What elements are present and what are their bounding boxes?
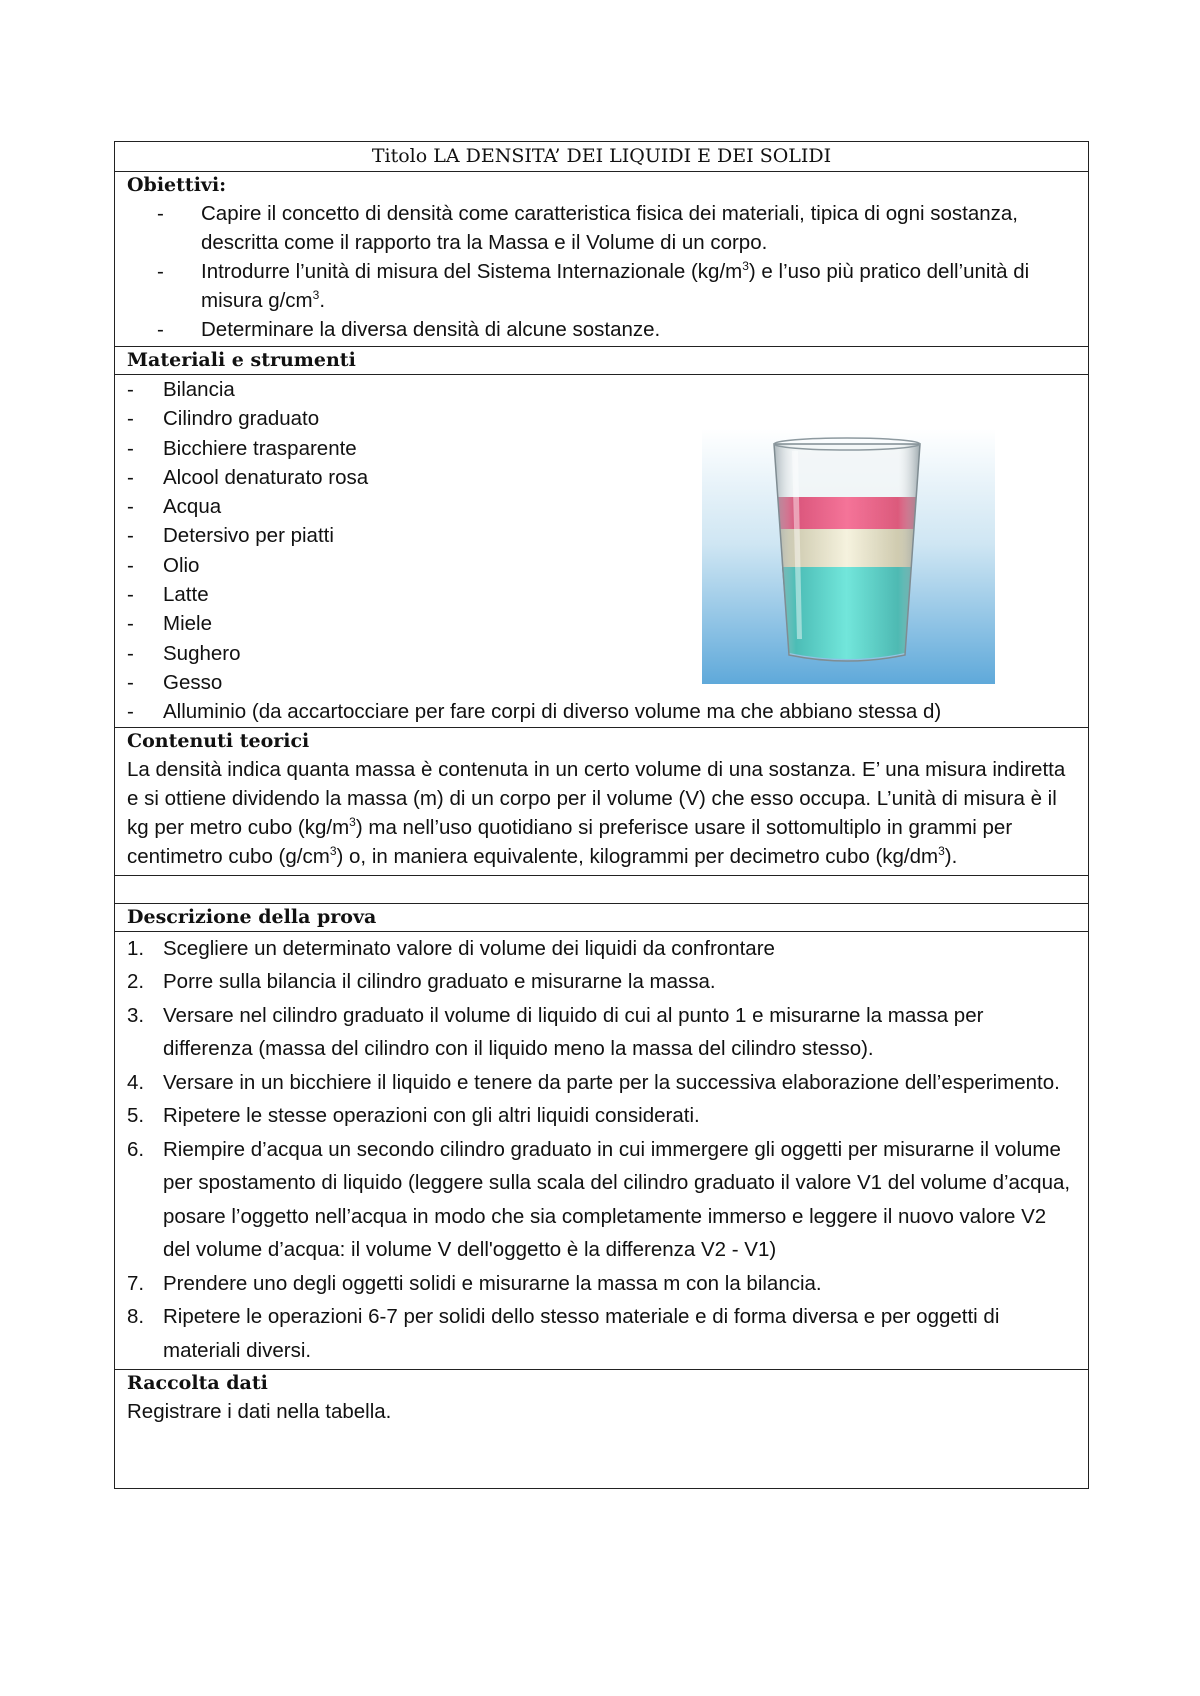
theory-row: [115, 727, 1089, 875]
material-item: - Gesso: [127, 668, 1076, 697]
objective-item: - Capire il concetto di densità come caratteristica fisica dei materiali, tipica di ogni sostanza, descritta come il rapporto tra la Massa e il Volume di un corpo.: [157, 199, 1076, 257]
procedure-heading-row: [115, 903, 1089, 931]
material-item: - Sughero: [127, 639, 1076, 668]
material-item: - Latte: [127, 580, 1076, 609]
layered-liquids-glass-photo: [702, 429, 995, 684]
materials-heading: Materiali e strumenti: [127, 349, 356, 371]
procedure-step: 7. Prendere uno degli oggetti solidi e misurarne la massa m con la bilancia.: [127, 1271, 822, 1295]
procedure-heading: Descrizione della prova: [127, 905, 377, 928]
data-collection-text: Registrare i dati nella tabella.: [127, 1400, 392, 1424]
data-collection-row: [115, 1370, 1089, 1489]
procedure-step: 8. Ripetere le operazioni 6-7 per solidi dello stesso materiale e di forma diversa e per oggetti di materiali diversi.: [127, 1305, 1000, 1362]
procedure-step: 6. Riempire d’acqua un secondo cilindro graduato in cui immergere gli oggetti per misurarne il volume per spostamento di liquido (leggere sulla scala del cilindro graduato il valore V1 del volume d’acqua, posare l’oggetto nell’acqua in modo che sia completamente immerso e leggere il nuovo valore V2 del volume d’acqua: il volume V dell'oggetto è la differenza V2 - V1): [127, 1137, 1071, 1262]
objective-item: - Introdurre l’unità di misura del Sistema Internazionale $(kg/m^3)$ e l’uso più pratico dell’unità di misura $g/cm^3$.: [157, 257, 1076, 315]
material-item: - Olio: [127, 551, 1076, 580]
material-item: - Detersivo per piatti: [127, 521, 1076, 550]
objectives-list: [127, 199, 1076, 344]
objective-item: - Determinare la diversa densità di alcune sostanze.: [157, 315, 1076, 344]
procedure-step: 5. Ripetere le stesse operazioni con gli altri liquidi considerati.: [127, 1104, 700, 1128]
document-title: Titolo LA DENSITA’ DEI LIQUIDI E DEI SOLIDI: [115, 142, 1089, 172]
theory-heading: Contenuti teorici: [127, 729, 310, 752]
material-item: - Acqua: [127, 492, 1076, 521]
materials-row: [115, 375, 1089, 728]
worksheet-page: [114, 141, 1089, 1489]
title-row: [115, 142, 1089, 172]
material-item: - Bilancia: [127, 375, 1076, 404]
materials-heading-row: [115, 347, 1089, 375]
objectives-row: [115, 172, 1089, 347]
material-item: - Bicchiere trasparente: [127, 434, 1076, 463]
procedure-row: [115, 931, 1089, 1370]
material-item: - Cilindro graduato: [127, 404, 1076, 433]
procedure-step: 4. Versare in un bicchiere il liquido e tenere da parte per la successiva elaborazione dell’esperimento.: [127, 1070, 1060, 1094]
objectives-heading: Obiettivi:: [127, 174, 227, 196]
procedure-step: 1. Scegliere un determinato valore di volume dei liquidi da confrontare: [127, 936, 775, 960]
theory-text: La densità indica quanta massa è contenuta in un certo volume di una sostanza. E’ una misura indiretta e si ottiene dividendo la massa (m) di un corpo per il volume (V) che esso occupa. L’unità di misura è il kg per metro cubo $(kg/m^3)$ ma nell’uso quotidiano si preferisce usare il sottomultiplo in grammi per centimetro cubo $(g/cm^3)$ o, in maniera equivalente, kilogrammi per decimetro cubo $(kg/dm^3)$.: [127, 757, 1066, 868]
material-item: - Miele: [127, 609, 1076, 638]
procedure-step: 3. Versare nel cilindro graduato il volume di liquido di cui al punto 1 e misurarne la massa per differenza (massa del cilindro con il liquido meno la massa del cilindro stesso).: [127, 1003, 984, 1061]
procedure-step: 2. Porre sulla bilancia il cilindro graduato e misurarne la massa.: [127, 970, 716, 994]
procedure-steps: [127, 932, 1076, 1368]
empty-row: [115, 875, 1089, 903]
data-collection-heading: Raccolta dati: [127, 1372, 268, 1395]
material-item: - Alcool denaturato rosa: [127, 463, 1076, 492]
worksheet-table: [114, 141, 1089, 1489]
material-item: - Alluminio (da accartocciare per fare corpi di diverso volume ma che abbiano stessa d): [127, 697, 1076, 726]
